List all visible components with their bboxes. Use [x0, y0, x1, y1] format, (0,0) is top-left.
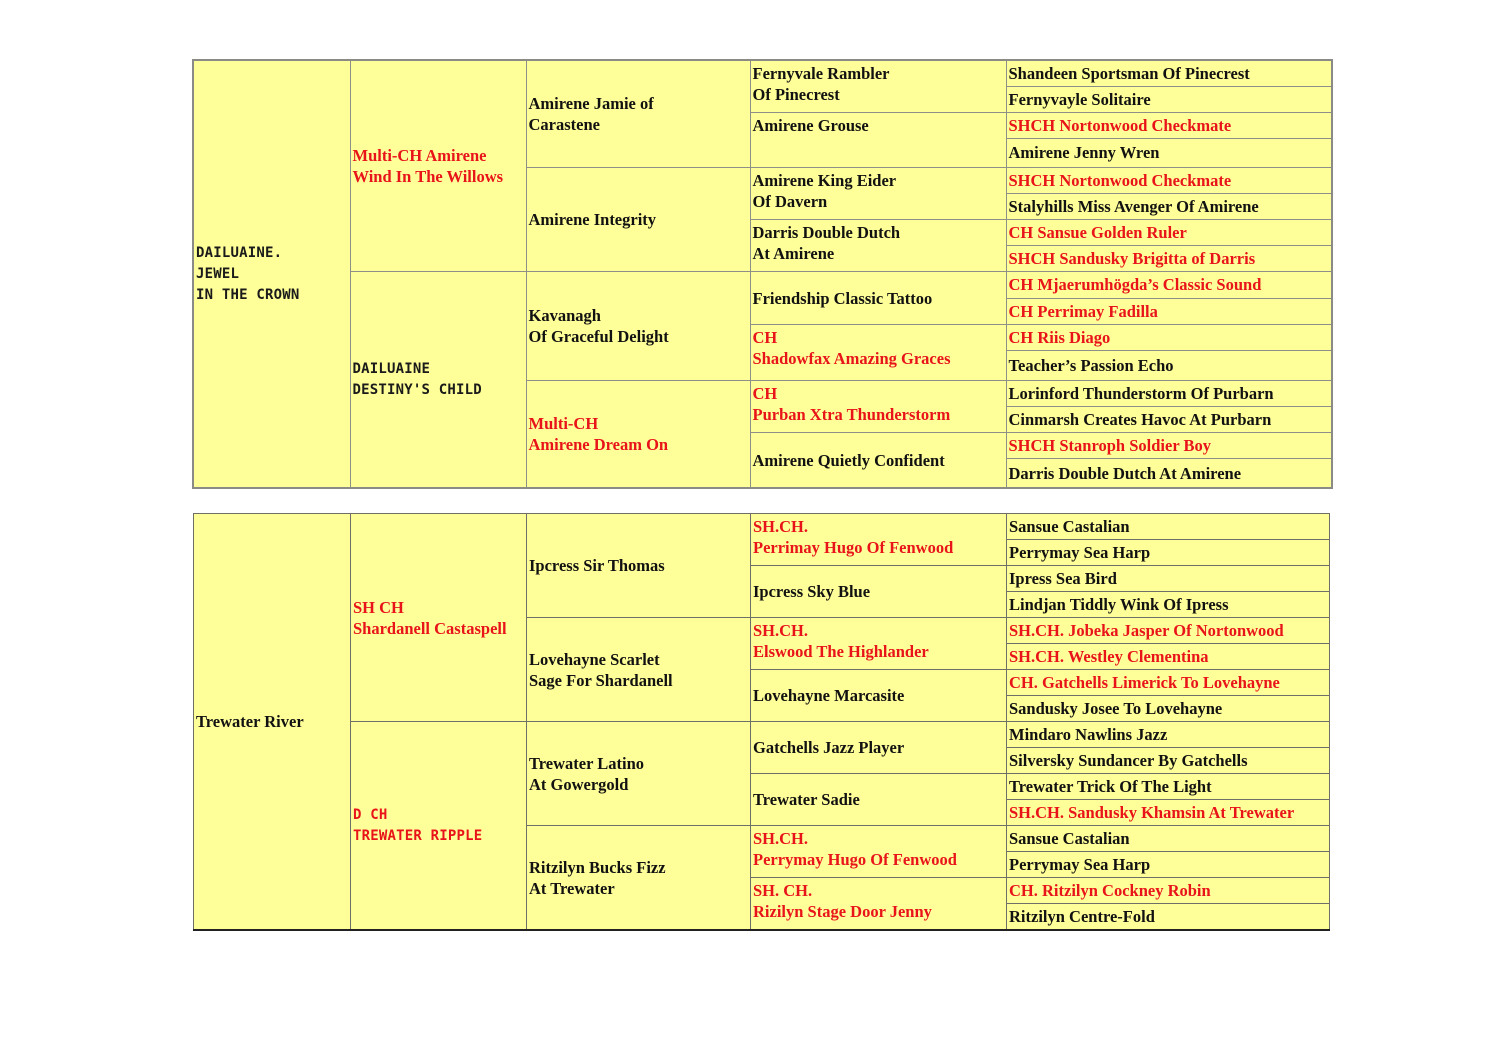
ggsire-3: Friendship Classic Tattoo — [750, 272, 1006, 324]
ggdam-1: Amirene Grouse — [750, 112, 1006, 167]
gen5-ancestor: Perrymay Sea Harp — [1007, 540, 1330, 566]
gen5-ancestor: Mindaro Nawlins Jazz — [1007, 722, 1330, 748]
gen5-ancestor: SH.CH. Westley Clementina — [1007, 644, 1330, 670]
ggdam-4: SH. CH. Rizilyn Stage Door Jenny — [751, 878, 1007, 930]
gen5-ancestor: SHCH Nortonwood Checkmate — [1006, 167, 1332, 193]
pedigree-table-1 — [192, 59, 1333, 489]
ggsire-3: Gatchells Jazz Player — [751, 722, 1007, 774]
grandsire-maternal: Trewater Latino At Gowergold — [527, 722, 751, 826]
gen5-ancestor: Ritzilyn Centre-Fold — [1007, 904, 1330, 930]
subject-dog: DAILUAINE. JEWEL IN THE CROWN — [193, 60, 350, 488]
gen5-ancestor: Sansue Castalian — [1007, 514, 1330, 540]
gen5-ancestor: SHCH Sandusky Brigitta of Darris — [1006, 246, 1332, 272]
gen5-ancestor: CH Perrimay Fadilla — [1006, 298, 1332, 324]
gen5-ancestor: CH Riis Diago — [1006, 324, 1332, 350]
gen5-ancestor: Lindjan Tiddly Wink Of Ipress — [1007, 592, 1330, 618]
gen5-ancestor: Lorinford Thunderstorm Of Purbarn — [1006, 380, 1332, 406]
gen5-ancestor: Shandeen Sportsman Of Pinecrest — [1006, 60, 1332, 86]
gen5-ancestor: Trewater Trick Of The Light — [1007, 774, 1330, 800]
ggsire-1: SH.CH. Perrimay Hugo Of Fenwood — [751, 514, 1007, 566]
ggsire-4: CH Purban Xtra Thunderstorm — [750, 380, 1006, 432]
ggsire-2: SH.CH. Elswood The Highlander — [751, 618, 1007, 670]
gen5-ancestor: Ipress Sea Bird — [1007, 566, 1330, 592]
ggsire-2: Amirene King Eider Of Davern — [750, 167, 1006, 219]
pedigree-table-2 — [193, 513, 1330, 931]
gen5-ancestor: Darris Double Dutch At Amirene — [1006, 459, 1332, 488]
ggdam-1: Ipcress Sky Blue — [751, 566, 1007, 618]
grandsire-paternal: Ipcress Sir Thomas — [527, 514, 751, 618]
gen5-ancestor: Sansue Castalian — [1007, 826, 1330, 852]
gen5-ancestor: Perrymay Sea Harp — [1007, 852, 1330, 878]
ggsire-4: SH.CH. Perrymay Hugo Of Fenwood — [751, 826, 1007, 878]
granddam-maternal: Ritzilyn Bucks Fizz At Trewater — [527, 826, 751, 930]
gen5-ancestor: Silversky Sundancer By Gatchells — [1007, 748, 1330, 774]
ggdam-3: Trewater Sadie — [751, 774, 1007, 826]
granddam-maternal: Multi-CH Amirene Dream On — [526, 380, 750, 488]
ggsire-1: Fernyvale Rambler Of Pinecrest — [750, 60, 1006, 112]
dam: DAILUAINE DESTINY'S CHILD — [350, 272, 526, 488]
gen5-ancestor: SH.CH. Jobeka Jasper Of Nortonwood — [1007, 618, 1330, 644]
dam: D CH TREWATER RIPPLE — [351, 722, 527, 930]
gen5-ancestor: Stalyhills Miss Avenger Of Amirene — [1006, 194, 1332, 220]
gen5-ancestor: CH. Ritzilyn Cockney Robin — [1007, 878, 1330, 904]
gen5-ancestor: Cinmarsh Creates Havoc At Purbarn — [1006, 406, 1332, 432]
ggdam-2: Darris Double Dutch At Amirene — [750, 220, 1006, 272]
sire: SH CH Shardanell Castaspell — [351, 514, 527, 722]
subject-dog: Trewater River — [194, 514, 351, 931]
gen5-ancestor: SHCH Stanroph Soldier Boy — [1006, 433, 1332, 459]
granddam-paternal: Lovehayne Scarlet Sage For Shardanell — [527, 618, 751, 722]
gen5-ancestor: Teacher’s Passion Echo — [1006, 350, 1332, 380]
ggdam-4: Amirene Quietly Confident — [750, 433, 1006, 488]
ggdam-2: Lovehayne Marcasite — [751, 670, 1007, 722]
sire: Multi-CH Amirene Wind In The Willows — [350, 60, 526, 272]
granddam-paternal: Amirene Integrity — [526, 167, 750, 271]
gen5-ancestor: CH. Gatchells Limerick To Lovehayne — [1007, 670, 1330, 696]
gen5-ancestor: SHCH Nortonwood Checkmate — [1006, 112, 1332, 138]
gen5-ancestor: SH.CH. Sandusky Khamsin At Trewater — [1007, 800, 1330, 826]
gen5-ancestor: CH Sansue Golden Ruler — [1006, 220, 1332, 246]
gen5-ancestor: Fernyvayle Solitaire — [1006, 86, 1332, 112]
gen5-ancestor: Sandusky Josee To Lovehayne — [1007, 696, 1330, 722]
gen5-ancestor: Amirene Jenny Wren — [1006, 138, 1332, 167]
grandsire-paternal: Amirene Jamie of Carastene — [526, 60, 750, 167]
gen5-ancestor: CH Mjaerumhögda’s Classic Sound — [1006, 272, 1332, 298]
grandsire-maternal: Kavanagh Of Graceful Delight — [526, 272, 750, 380]
ggdam-3: CH Shadowfax Amazing Graces — [750, 324, 1006, 380]
